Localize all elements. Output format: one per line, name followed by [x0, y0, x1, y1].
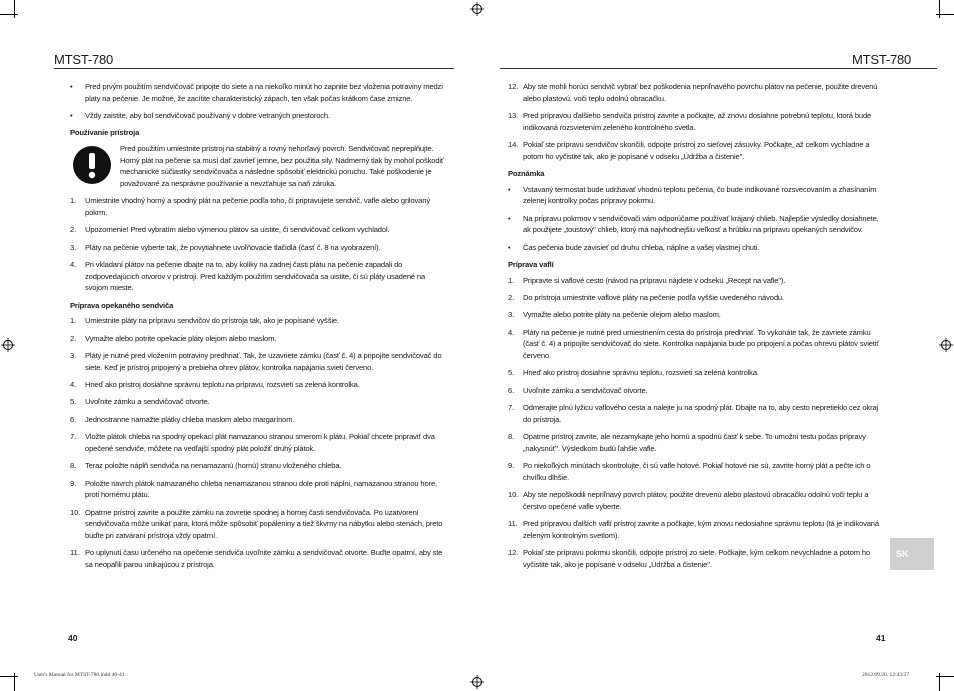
step-number: 14.	[508, 139, 519, 149]
step-number: 1.	[70, 316, 77, 326]
step-number: 8.	[70, 461, 77, 471]
note-heading: Poznámka	[508, 168, 545, 178]
step-number: 12.	[508, 82, 519, 91]
step-number: 2.	[70, 225, 77, 235]
step-text: Aby ste mohli horúci sendvič vybrať bez poškodenia nepriľnavého povrchu plátov na pečenie, použite drevenú alebo plastovú, voči teplu odolnú obracačku.	[523, 82, 878, 103]
list-item	[508, 81, 886, 104]
step-text: Umiestnite pláty na prípravu sendvičov do prístroja tak, ako je popísané vyššie.	[85, 316, 339, 326]
step-text: Jednostranne namažte plátky chleba maslom alebo margarínom.	[85, 414, 295, 424]
step-number: 2.	[508, 292, 515, 302]
bullet-dot-icon: •	[70, 110, 73, 120]
crop-mark	[939, 0, 940, 18]
step-text: Opatrne prístroj zavrite a použite zámku na zovretie spodnej a hornej časti sendvičovača. Po uzatvorení sendvičovača môže unikať para, ktorá môže spôsobiť popáleniny a tiež škvrny na nábytku alebo stenách, preto buďte pri zatváraní prístroja vždy opatrní.	[85, 507, 443, 540]
step-number: 3.	[508, 310, 515, 320]
step-text: Pláty je nutné pred vložením potraviny predhriať. Tak, že uzavriete zámku (časť č. 4) a pripojíte sendvičovač do siete. Keď je prístroj pripojený a prebieha ohrev plátov, kontrolka napájania svieti červeno.	[85, 351, 442, 372]
bullet-dot-icon: •	[508, 242, 511, 252]
step-number: 10.	[508, 489, 519, 499]
list-item	[70, 460, 448, 472]
list-item	[70, 315, 448, 327]
list-item	[70, 195, 448, 218]
step-number: 7.	[508, 403, 515, 413]
step-number: 8.	[508, 432, 515, 442]
list-item	[70, 396, 448, 408]
step-text: Pláty na pečenie je nutné pred umiestnením cesta do prístroja predhriať. To vykonáte tak, že zavriete zámku (časť č. 4) a pripojíte sendvičovač do siete. Kontrolka napájania bude po pripojení a počas ohrevu plátov svietiť červeno.	[523, 327, 879, 360]
list-item	[70, 414, 448, 426]
list-item	[70, 333, 448, 345]
list-item	[70, 431, 448, 454]
step-number: 5.	[508, 368, 515, 378]
list-item	[508, 431, 886, 454]
bullet-text: Na prípravu pokrmov v sendvičovači vám odporúčame používať krájaný chlieb. Najlepšie výsledky dosiahnete, ak použijete „toustový" chlieb, ktorý má najvhodnejšiu veľkosť a hrúbku na prípravu opekaných sendvičov.	[523, 213, 879, 235]
step-text: Po niekoľkých minútach skontrolujte, či sú vafle hotové. Pokiaľ hotové nie sú, zavrite horný plát a pečte ich o chvíľku dlhšie.	[523, 461, 871, 482]
list-item	[70, 507, 448, 542]
list-item	[70, 547, 448, 570]
step-number: 10.	[70, 507, 81, 517]
step-text: Umiestnite vhodný horný a spodný plát na pečenie podľa toho, či pripravujete sendvič, vafle alebo grilovaný pokrm.	[85, 196, 430, 217]
continued-steps-list	[508, 81, 886, 162]
step-number: 3.	[70, 242, 77, 252]
sandwich-steps-list	[70, 315, 448, 570]
note-bullet-list	[508, 184, 886, 254]
bullet-dot-icon: •	[508, 184, 511, 194]
left-page-number: 40	[68, 633, 78, 643]
step-text: Uvoľnite zámku a sendvičovač otvorte.	[85, 397, 210, 407]
bullet-dot-icon: •	[70, 82, 73, 91]
registration-mark-icon	[1, 338, 15, 352]
step-number: 6.	[70, 414, 77, 424]
step-text: Teraz položte náplň sendviča na nenamazanú (hornú) stranu vloženého chleba.	[85, 461, 342, 471]
step-number: 9.	[70, 478, 77, 488]
right-model-header: MTST-780	[852, 52, 912, 67]
list-item	[508, 460, 886, 483]
step-number: 7.	[70, 432, 77, 442]
crop-mark	[0, 676, 18, 677]
bullet-dot-icon: •	[508, 213, 511, 223]
left-model-header: MTST-780	[54, 52, 114, 67]
step-number: 1.	[70, 196, 77, 206]
bullet-item	[70, 81, 448, 104]
list-item	[70, 224, 448, 236]
list-item	[508, 385, 886, 397]
step-text: Pred prípravou ďalšieho sendviča prístroj zavrite a počkajte, až znovu dosiahne potrebnú teplotu, ktorá bude indikovaná rozsvietením zeleného kontrolného svetla.	[523, 110, 872, 132]
list-item	[70, 379, 448, 391]
bullet-item	[508, 213, 886, 236]
footer-file-info: User's Manual for MTST-780.indd 40-41	[34, 672, 125, 678]
step-number: 13.	[508, 110, 519, 120]
step-text: Odmerajte plnú lyžicu vaflového cesta a nalejte ju na spodný plát. Dbajte na to, aby cesto nepretieklo cez okraj do prístroja.	[523, 403, 879, 424]
step-number: 3.	[70, 351, 77, 361]
step-number: 2.	[70, 333, 77, 343]
step-text: Pripravte si vaflové cesto (návod na prípravu nájdete v odseku „Recept na vafle").	[523, 275, 786, 285]
step-number: 11.	[508, 518, 518, 528]
step-number: 4.	[70, 260, 77, 270]
warning-text: Pred použitím umiestnite prístroj na stabilný a rovný nehorľavý povrch. Sendvičovač nepreplňujte. Horný plát na pečenie sa musí dať zavrieť jemne, bez použitia sily. Nadmerný tlak by mohol poškodiť mechanické súčiastky sendvičovača a následne spôsobiť elektrickú poruchu. Také poškodenie je považované za nesprávne používanie a nevzťahuje sa naň záruka.	[120, 143, 444, 188]
step-number: 6.	[508, 385, 515, 395]
step-text: Vložte plátok chleba na spodný opekací plát namazanou stranou smerom k plátu. Pokiaľ chcete pripraviť dva opečené sendviče, môžete na vedľajší spodný plát položiť druhý plátok.	[85, 432, 435, 453]
list-item	[508, 275, 886, 287]
step-number: 12.	[508, 547, 519, 557]
language-tab: SK	[890, 538, 934, 570]
bullet-text: Vstavaný termostat bude udržiavať vhodnú teplotu pečenia, čo bude indikované rozsvecovaním a zhasínaním zelenej kontrolky počas prípravy pokrmu.	[523, 184, 877, 206]
right-page-content	[508, 81, 886, 576]
bullet-item	[70, 110, 448, 122]
registration-mark-icon	[939, 338, 953, 352]
crop-mark	[936, 14, 954, 15]
warning-exclamation-icon	[72, 145, 112, 185]
usage-heading: Používanie prístroja	[70, 128, 140, 138]
bullet-item	[508, 184, 886, 207]
list-item	[508, 309, 886, 321]
list-item	[508, 402, 886, 425]
bullet-text: Pred prvým použitím sendvičovač pripojte do siete a na niekoľko minút ho zapnite bez vloženia potraviny medzi platy na pečenie. Je možné, že zacítite charakteristický zápach, ten však počas krátkom čase zmizne.	[85, 82, 443, 103]
bullet-item	[508, 242, 886, 254]
step-text: Pred prípravou ďalších vaflí prístroj zavrite a počkajte, kým znovu nedosiahne správnu teplotu (tá je indikovaná zeleným kontrolným svetlom).	[523, 518, 879, 540]
step-text: Pokiaľ ste prípravu sendvičov skončili, odpojte prístroj zo sieťovej zásuvky. Počkajte, až celkom vychladne a potom ho vyčistite tak, ako je popísané v odseku „Údržba a čistenie".	[523, 139, 870, 161]
list-item	[508, 292, 886, 304]
sandwich-heading: Príprava opekaného sendviča	[70, 300, 174, 310]
list-item	[70, 478, 448, 501]
step-text: Uvoľnite zámku a sendvičovač otvorte.	[523, 385, 648, 395]
step-text: Hneď ako prístroj dosiahne správnu teplotu, rozsvieti sa zelená kontrolka.	[523, 368, 759, 378]
step-text: Pri vkladaní plátov na pečenie dbajte na to, aby koliky na zadnej časti plátu na pečenie zapadali do zodpovedajúcich otvorov v prístroji. Pred každým použitím sendvičovača sa uistite, či sú pláty usadené na svojom mieste.	[85, 260, 426, 293]
step-number: 9.	[508, 461, 515, 470]
usage-steps-list	[70, 195, 448, 294]
warning-block	[70, 143, 448, 189]
waffle-heading: Príprava vaflí	[508, 259, 554, 269]
right-page-number: 41	[876, 633, 886, 643]
waffle-steps-list	[508, 275, 886, 571]
step-number: 5.	[70, 397, 77, 407]
step-text: Položte navrch plátok namazaného chleba nenamazanou stranou dole proti náplni, namazanou stranou hore, proti hornému plátu.	[85, 478, 437, 500]
step-text: Upozornenie! Pred vybratím alebo výmenou plátov sa uistite, či sendvičovač celkom vychladol.	[85, 225, 390, 235]
step-text: Vymažte alebo potrite pláty na pečenie olejom alebo maslom.	[523, 310, 721, 320]
registration-mark-icon	[470, 2, 484, 16]
list-item	[508, 139, 886, 162]
header-rule	[500, 68, 937, 69]
bullet-text: Vždy zaistite, aby bol sendvičovač používaný v dobre vetraných priestoroch.	[85, 110, 330, 120]
step-number: 11.	[70, 548, 80, 558]
list-item	[70, 242, 448, 254]
left-page-content	[70, 81, 448, 576]
list-item	[508, 327, 886, 362]
step-number: 4.	[70, 380, 77, 390]
step-text: Opatrne prístroj zavrite, ale nezamykajte jeho hornú a spodnú časť k sebe. To umožní testu počas prípravy „nakysnúť". Výsledkom budú ľahšie vafle.	[523, 432, 866, 453]
list-item	[70, 350, 448, 373]
intro-bullet-list	[70, 81, 448, 122]
step-text: Do prístroja umiestnite vaflové pláty na pečenie podľa vyššie uvedeného návodu.	[523, 292, 784, 302]
crop-mark	[14, 0, 15, 18]
list-item	[508, 367, 886, 379]
list-item	[508, 489, 886, 512]
step-text: Pokiaľ ste prípravu pokrmu skončili, odpojte prístroj zo siete. Počkajte, kým celkom nevychladne a potom ho vyčistite tak, ako je popísané v odseku „Údržba a čistenie".	[523, 547, 871, 569]
crop-mark	[936, 676, 954, 677]
step-text: Po uplynutí času určeného na opečenie sendviča uvoľnite zámku a sendvičovač otvorte. Buďte opatrní, aby ste sa neopaľili parou unikajúcou z prístroja.	[85, 548, 443, 569]
footer-timestamp: 2012.09.20. 12:43:37	[862, 672, 910, 678]
list-item	[70, 259, 448, 294]
list-item	[508, 110, 886, 133]
step-number: 1.	[508, 275, 515, 285]
step-text: Vymažte alebo potrite opekacie pláty olejom alebo maslom.	[85, 333, 277, 343]
list-item	[508, 518, 886, 541]
crop-mark	[0, 14, 18, 15]
header-rule	[54, 68, 454, 69]
list-item	[508, 547, 886, 570]
step-number: 4.	[508, 327, 515, 337]
bullet-text: Čas pečenia bude závisieť od druhu chleba, náplne a vašej vlastnej chuti.	[523, 242, 760, 252]
step-text: Hneď ako prístroj dosiahne správnu teplotu na prípravu, rozsvieti sa zelená kontrolka.	[85, 380, 360, 390]
step-text: Pláty na pečenie vyberte tak, že povytiahnete uvoľňovacie tlačidlá (časť č. 8 na vyobrazení).	[85, 242, 381, 252]
registration-mark-icon	[470, 675, 484, 689]
step-text: Aby ste nepoškodili nepriľnavý povrch plátov, použite drevenú alebo plastovú obracačku odolnú voči teplu a čerstvo opečené vafle vyberte.	[523, 489, 869, 511]
